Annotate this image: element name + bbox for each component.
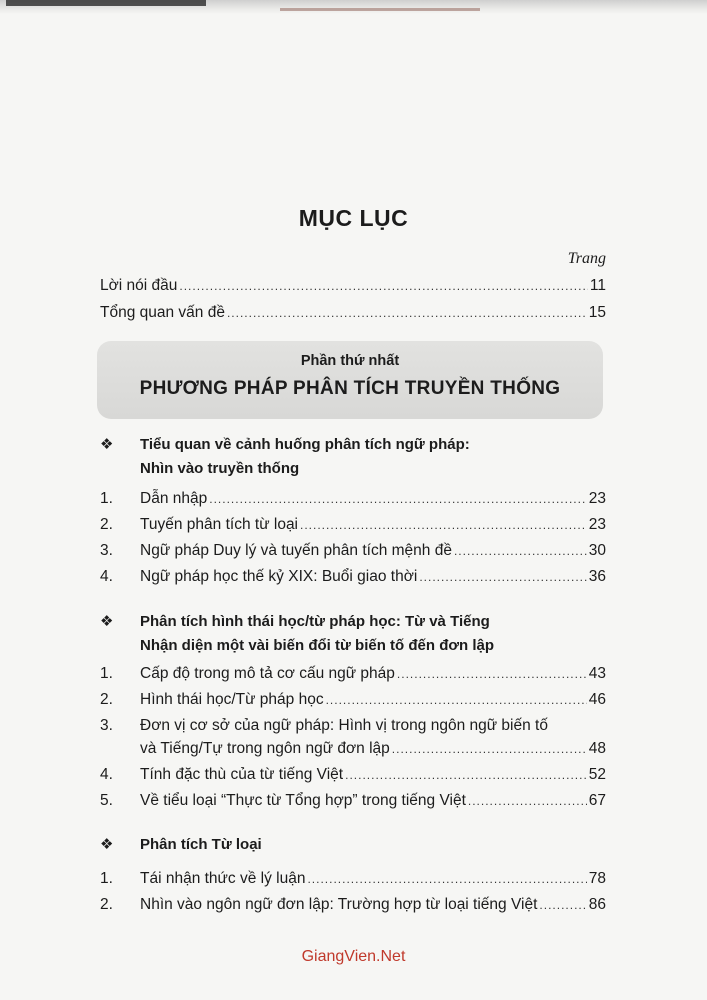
section-heading-line: Phân tích Từ loại: [140, 836, 262, 853]
diamond-bullet-icon: ❖: [100, 613, 114, 630]
toc-entry-label: Ngữ pháp Duy lý và tuyến phân tích mệnh đề: [140, 542, 452, 559]
section-heading: [100, 433, 606, 481]
dot-leader: [392, 742, 587, 756]
toc-entry-page: 43: [588, 665, 606, 682]
page-top-edge: [0, 0, 707, 14]
part-heading-box: [97, 341, 603, 419]
toc-entry-page: 36: [588, 568, 606, 585]
dot-leader: [539, 898, 586, 912]
section-heading: [100, 833, 606, 857]
toc-entry[interactable]: [100, 792, 606, 816]
toc-entry-label: và Tiếng/Tự trong ngôn ngữ đơn lập: [140, 740, 390, 757]
dot-leader: [419, 570, 586, 584]
dot-leader: [397, 667, 587, 681]
toc-entry-number: 4.: [100, 568, 113, 585]
toc-entry[interactable]: [100, 542, 606, 566]
toc-entry-label: Dẫn nhập: [140, 490, 208, 507]
dot-leader: [326, 693, 587, 707]
section-heading-line: Tiểu quan về cảnh huống phân tích ngữ pháp:: [140, 436, 470, 453]
toc-entry-label: Nhìn vào ngôn ngữ đơn lập: Trường hợp từ loại tiếng Việt: [140, 896, 538, 913]
diamond-bullet-icon: ❖: [100, 436, 114, 453]
toc-entry-page: 11: [589, 277, 606, 294]
toc-entry-number: 2.: [100, 896, 113, 913]
dot-leader: [345, 768, 587, 782]
dot-leader: [227, 306, 587, 320]
toc-entry-page: 23: [588, 516, 606, 533]
toc-entry[interactable]: [100, 896, 606, 920]
dot-leader: [454, 544, 587, 558]
toc-entry-number: 1.: [100, 490, 113, 507]
toc-entry-number: 1.: [100, 665, 113, 682]
toc-entry-page: 78: [588, 870, 606, 887]
toc-entry-continuation[interactable]: [140, 740, 606, 764]
toc-entry-page: 30: [588, 542, 606, 559]
toc-entry[interactable]: [100, 691, 606, 715]
toc-entry-overview[interactable]: [100, 304, 606, 328]
dot-leader: [300, 518, 587, 532]
part-title: PHƯƠNG PHÁP PHÂN TÍCH TRUYỀN THỐNG: [139, 378, 561, 399]
toc-entry-intro[interactable]: [100, 277, 606, 301]
toc-entry-page: 52: [588, 766, 606, 783]
toc-entry-page: 86: [588, 896, 606, 913]
toc-entry[interactable]: [100, 516, 606, 540]
toc-entry[interactable]: [100, 665, 606, 689]
toc-entry-label: Tái nhận thức về lý luận: [140, 870, 306, 887]
dot-leader: [307, 872, 586, 886]
watermark: GiangVien.Net: [301, 948, 406, 965]
diamond-bullet-icon: ❖: [100, 836, 114, 853]
toc-entry[interactable]: [100, 568, 606, 592]
part-subtitle: Phần thứ nhất: [300, 353, 400, 369]
section-heading: [100, 610, 606, 658]
toc-entry[interactable]: [100, 766, 606, 790]
toc-entry-number: 2.: [100, 691, 113, 708]
toc-entry-page: 23: [588, 490, 606, 507]
toc-entry-number: 5.: [100, 792, 113, 809]
section-heading-line: Nhận diện một vài biến đổi từ biến tố đến đơn lập: [140, 637, 495, 654]
toc-entry-page: 46: [588, 691, 606, 708]
toc-entry-label: Cấp độ trong mô tả cơ cấu ngữ pháp: [140, 665, 395, 682]
section-heading-line: Nhìn vào truyền thống: [140, 460, 300, 477]
toc-entry-label: Tuyến phân tích từ loại: [140, 516, 299, 533]
toc-entry-number: 2.: [100, 516, 113, 533]
toc-entry-number: 3.: [100, 717, 113, 734]
toc-entry-label: Ngữ pháp học thế kỷ XIX: Buổi giao thời: [140, 568, 418, 585]
toc-entry-page: 15: [588, 304, 606, 321]
toc-entry-label: Tính đặc thù của từ tiếng Việt: [140, 766, 344, 783]
page-title: MỤC LỤC: [298, 205, 409, 231]
toc-entry-number: 1.: [100, 870, 113, 887]
toc-entry-page: 48: [588, 740, 606, 757]
page-column-header: Trang: [567, 250, 606, 267]
toc-entry-number: 3.: [100, 542, 113, 559]
toc-entry-number: 4.: [100, 766, 113, 783]
toc-entry[interactable]: [100, 717, 606, 741]
dot-leader: [209, 492, 587, 506]
section-heading-line: Phân tích hình thái học/từ pháp học: Từ và Tiếng: [140, 613, 490, 630]
toc-entry-label: Đơn vị cơ sở của ngữ pháp: Hình vị trong ngôn ngữ biến tố: [140, 717, 548, 734]
toc-entry-label: Về tiểu loại “Thực từ Tổng hợp” trong tiếng Việt: [140, 792, 466, 809]
toc-entry-label: Hình thái học/Từ pháp học: [140, 691, 324, 708]
toc-entry[interactable]: [100, 870, 606, 894]
toc-entry-label: Tổng quan vấn đề: [100, 304, 225, 321]
dot-leader: [468, 794, 587, 808]
toc-entry-label: Lời nói đầu: [100, 277, 178, 294]
toc-entry-page: 67: [588, 792, 606, 809]
dot-leader: [179, 279, 588, 293]
toc-entry[interactable]: [100, 490, 606, 514]
